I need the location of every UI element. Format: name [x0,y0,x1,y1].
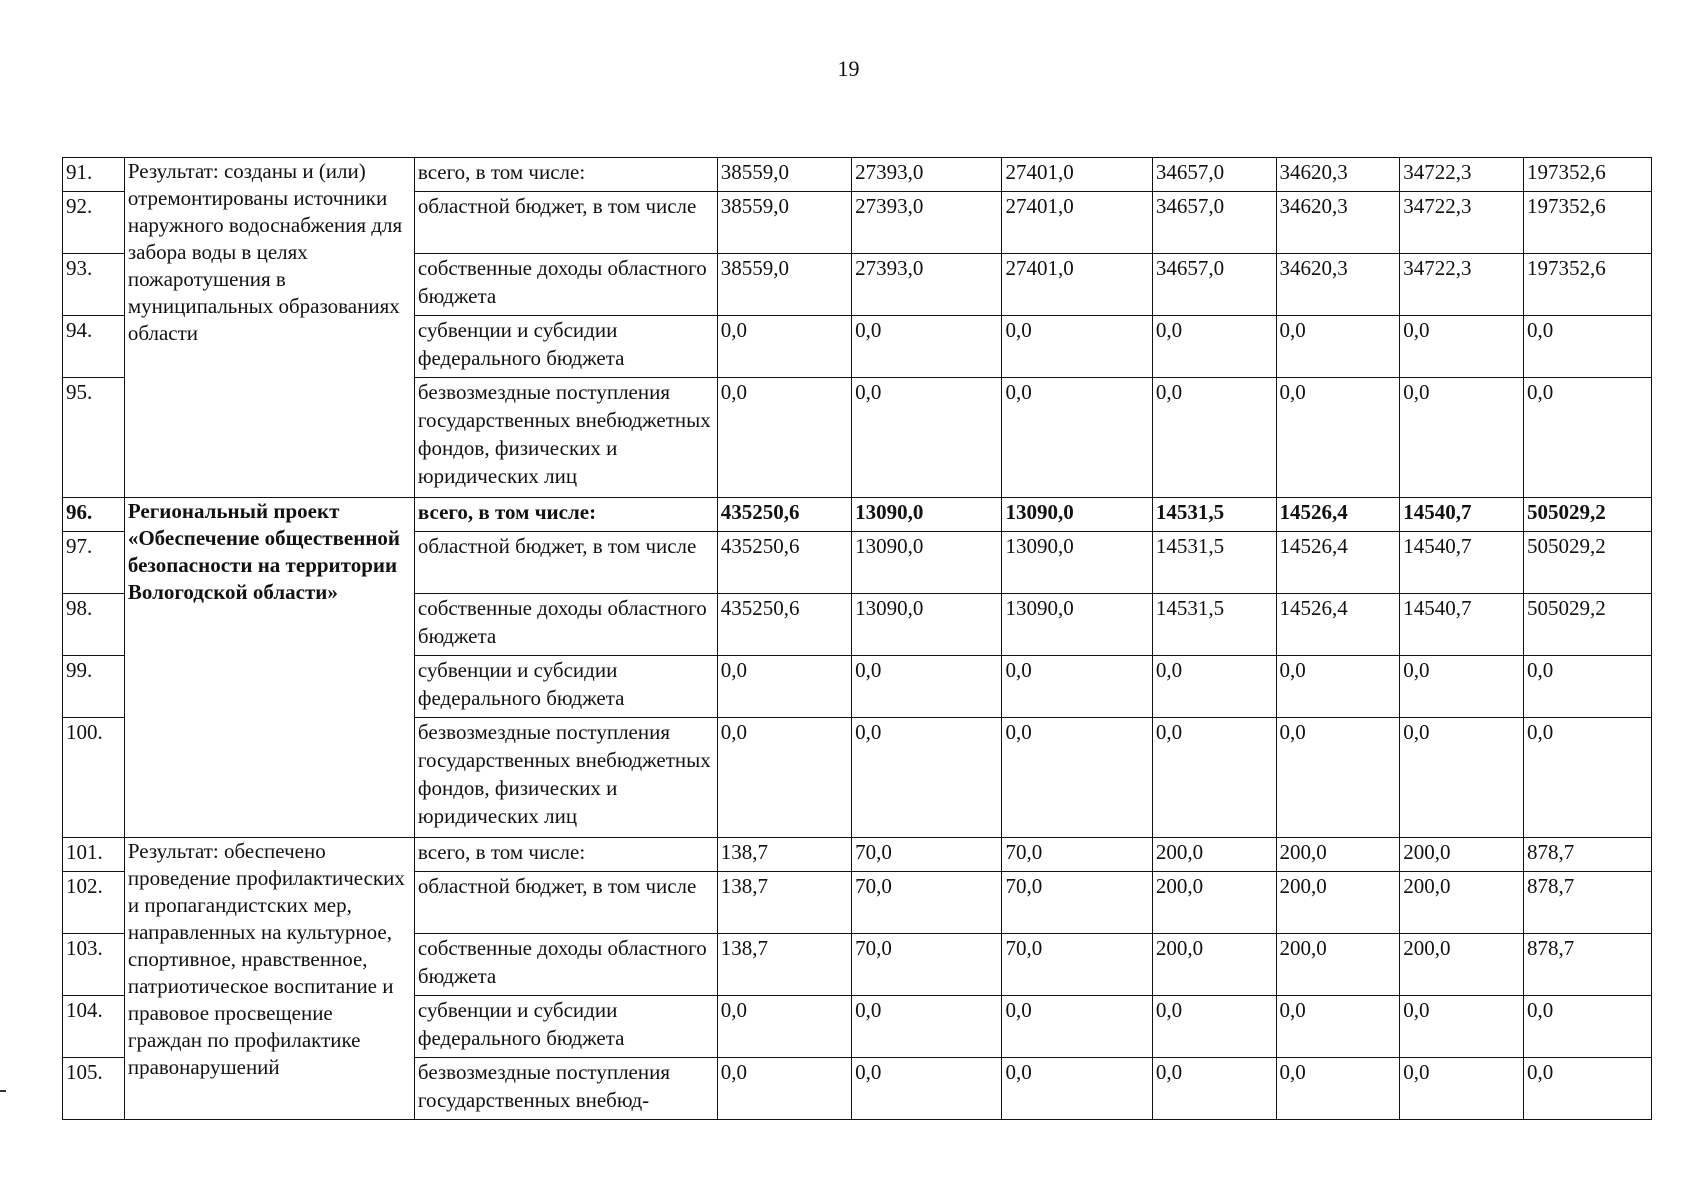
value-cell: 200,0 [1152,838,1276,872]
row-number: 94. [63,316,125,378]
value-cell: 13090,0 [852,594,1002,656]
value-cell: 0,0 [852,996,1002,1058]
row-number: 102. [63,872,125,934]
value-cell: 435250,6 [717,532,851,594]
value-cell: 0,0 [1002,656,1152,718]
value-cell: 70,0 [1002,838,1152,872]
value-cell: 14540,7 [1400,498,1524,532]
value-cell: 0,0 [717,656,851,718]
value-cell: 34657,0 [1152,158,1276,192]
value-cell: 13090,0 [1002,498,1152,532]
value-cell: 70,0 [852,838,1002,872]
value-cell: 70,0 [1002,872,1152,934]
funding-source: субвенции и субсидии федерального бюджета [414,656,717,718]
value-cell: 13090,0 [1002,532,1152,594]
value-cell: 878,7 [1523,934,1651,996]
row-number: 92. [63,192,125,254]
value-cell: 13090,0 [1002,594,1152,656]
value-cell: 0,0 [1152,1058,1276,1120]
value-cell: 0,0 [1002,996,1152,1058]
value-cell: 0,0 [1523,316,1651,378]
value-cell: 138,7 [717,838,851,872]
value-cell: 13090,0 [852,532,1002,594]
value-cell: 14531,5 [1152,594,1276,656]
funding-source: областной бюджет, в том числе [414,532,717,594]
value-cell: 0,0 [1276,1058,1400,1120]
value-cell: 0,0 [852,1058,1002,1120]
value-cell: 0,0 [717,996,851,1058]
value-cell: 435250,6 [717,498,851,532]
row-number: 93. [63,254,125,316]
budget-table [62,157,1652,1120]
value-cell: 34620,3 [1276,158,1400,192]
funding-source: собственные доходы областного бюджета [414,254,717,316]
value-cell: 70,0 [1002,934,1152,996]
value-cell: 0,0 [1276,378,1400,498]
funding-source: безвозмездные поступления государственных внебюджетных фондов, физических и юридических лиц [414,378,717,498]
value-cell: 0,0 [1523,718,1651,838]
value-cell: 34620,3 [1276,254,1400,316]
value-cell: 200,0 [1152,872,1276,934]
funding-source: безвозмездные поступления государственных внебюджетных фондов, физических и юридических лиц [414,718,717,838]
value-cell: 14540,7 [1400,594,1524,656]
value-cell: 0,0 [852,718,1002,838]
value-cell: 505029,2 [1523,532,1651,594]
funding-source: собственные доходы областного бюджета [414,594,717,656]
value-cell: 0,0 [1523,1058,1651,1120]
value-cell: 878,7 [1523,872,1651,934]
row-number: 104. [63,996,125,1058]
value-cell: 200,0 [1400,934,1524,996]
funding-source: всего, в том числе: [414,158,717,192]
value-cell: 138,7 [717,934,851,996]
value-cell: 0,0 [717,718,851,838]
row-number: 105. [63,1058,125,1120]
value-cell: 0,0 [1400,656,1524,718]
value-cell: 0,0 [1276,316,1400,378]
value-cell: 38559,0 [717,158,851,192]
value-cell: 200,0 [1276,872,1400,934]
value-cell: 27401,0 [1002,254,1152,316]
value-cell: 34722,3 [1400,192,1524,254]
value-cell: 13090,0 [852,498,1002,532]
value-cell: 200,0 [1400,838,1524,872]
value-cell: 0,0 [852,378,1002,498]
funding-source: безвозмездные поступления государственных внебюд- [414,1058,717,1120]
result-description: Результат: обеспечено проведение профилактических и пропагандистских мер, направленных на культурное, спортивное, нравственное, патриотическое воспитание и правовое просвещение граждан по профилактике правонарушений [124,838,414,1120]
value-cell: 38559,0 [717,192,851,254]
row-number: 103. [63,934,125,996]
value-cell: 0,0 [1002,378,1152,498]
row-number: 97. [63,532,125,594]
value-cell: 197352,6 [1523,254,1651,316]
value-cell: 0,0 [1523,996,1651,1058]
value-cell: 0,0 [1002,316,1152,378]
funding-source: субвенции и субсидии федерального бюджета [414,996,717,1058]
value-cell: 0,0 [1276,656,1400,718]
value-cell: 0,0 [1276,996,1400,1058]
value-cell: 0,0 [852,316,1002,378]
row-number: 95. [63,378,125,498]
funding-source: областной бюджет, в том числе [414,192,717,254]
value-cell: 70,0 [852,872,1002,934]
scan-margin-mark [0,1090,6,1092]
value-cell: 0,0 [1400,996,1524,1058]
row-number: 100. [63,718,125,838]
row-number: 99. [63,656,125,718]
funding-source: всего, в том числе: [414,838,717,872]
value-cell: 0,0 [1152,316,1276,378]
value-cell: 0,0 [1152,996,1276,1058]
row-number: 101. [63,838,125,872]
value-cell: 0,0 [717,378,851,498]
page-number: 19 [837,56,860,81]
funding-source: всего, в том числе: [414,498,717,532]
value-cell: 34620,3 [1276,192,1400,254]
value-cell: 435250,6 [717,594,851,656]
value-cell: 38559,0 [717,254,851,316]
value-cell: 0,0 [1152,378,1276,498]
value-cell: 197352,6 [1523,158,1651,192]
value-cell: 0,0 [852,656,1002,718]
value-cell: 0,0 [1523,656,1651,718]
value-cell: 0,0 [1152,656,1276,718]
funding-source: собственные доходы областного бюджета [414,934,717,996]
value-cell: 14526,4 [1276,498,1400,532]
value-cell: 34722,3 [1400,254,1524,316]
value-cell: 70,0 [852,934,1002,996]
value-cell: 200,0 [1276,934,1400,996]
funding-source: областной бюджет, в том числе [414,872,717,934]
project-description: Региональный проект «Обеспечение общественной безопасности на территории Вологодской области» [124,498,414,838]
table-body [63,158,1652,1120]
value-cell: 0,0 [1400,718,1524,838]
table-row [63,158,1652,192]
value-cell: 0,0 [1002,1058,1152,1120]
value-cell: 0,0 [1152,718,1276,838]
funding-source: субвенции и субсидии федерального бюджета [414,316,717,378]
table-row [63,838,1652,872]
value-cell: 878,7 [1523,838,1651,872]
value-cell: 197352,6 [1523,192,1651,254]
value-cell: 0,0 [1002,718,1152,838]
value-cell: 14526,4 [1276,532,1400,594]
table-row [63,498,1652,532]
value-cell: 14531,5 [1152,532,1276,594]
row-number: 96. [63,498,125,532]
value-cell: 505029,2 [1523,498,1651,532]
value-cell: 14531,5 [1152,498,1276,532]
value-cell: 200,0 [1400,872,1524,934]
value-cell: 0,0 [1276,718,1400,838]
value-cell: 0,0 [1400,378,1524,498]
value-cell: 200,0 [1276,838,1400,872]
value-cell: 505029,2 [1523,594,1651,656]
value-cell: 34657,0 [1152,192,1276,254]
value-cell: 200,0 [1152,934,1276,996]
value-cell: 0,0 [717,1058,851,1120]
value-cell: 14540,7 [1400,532,1524,594]
value-cell: 0,0 [1400,316,1524,378]
value-cell: 27401,0 [1002,192,1152,254]
value-cell: 0,0 [1400,1058,1524,1120]
value-cell: 0,0 [717,316,851,378]
result-description: Результат: созданы и (или) отремонтированы источники наружного водоснабжения для забора воды в целях пожаротушения в муниципальных образованиях области [124,158,414,498]
value-cell: 27393,0 [852,192,1002,254]
value-cell: 27393,0 [852,158,1002,192]
value-cell: 0,0 [1523,378,1651,498]
value-cell: 27393,0 [852,254,1002,316]
row-number: 98. [63,594,125,656]
row-number: 91. [63,158,125,192]
value-cell: 14526,4 [1276,594,1400,656]
value-cell: 34657,0 [1152,254,1276,316]
value-cell: 138,7 [717,872,851,934]
value-cell: 27401,0 [1002,158,1152,192]
value-cell: 34722,3 [1400,158,1524,192]
